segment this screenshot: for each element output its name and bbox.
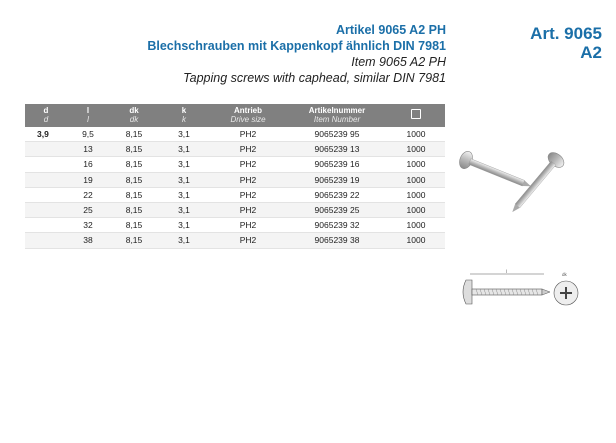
table-cell: 3,9	[25, 127, 67, 142]
table-cell: 9065239 38	[287, 233, 387, 248]
table-row	[25, 218, 445, 233]
table-cell: 22	[67, 187, 109, 202]
table-cell	[25, 218, 67, 233]
title-german-line-1: Artikel 9065 A2 PH	[335, 23, 446, 37]
table-cell: 1000	[387, 142, 445, 157]
column-header-1: l l	[67, 104, 109, 127]
table-cell: PH2	[209, 142, 287, 157]
table-cell: 19	[67, 172, 109, 187]
table-row	[25, 187, 445, 202]
technical-drawing	[458, 268, 588, 316]
table-row	[25, 172, 445, 187]
table-cell: 8,15	[109, 127, 159, 142]
table-row	[25, 157, 445, 172]
product-header	[147, 22, 446, 86]
table-cell: 1000	[387, 172, 445, 187]
table-cell: 8,15	[109, 218, 159, 233]
table-cell: 1000	[387, 218, 445, 233]
table-row	[25, 142, 445, 157]
table-cell: 38	[67, 233, 109, 248]
table-cell: 9065239 13	[287, 142, 387, 157]
table-cell: 3,1	[159, 187, 209, 202]
table-cell: 3,1	[159, 233, 209, 248]
column-header-3: k k	[159, 104, 209, 127]
title-german-line-2: Blechschrauben mit Kappenkopf ähnlich DIN 7981	[147, 39, 446, 53]
length-label: l	[506, 269, 507, 274]
table-cell: PH2	[209, 157, 287, 172]
column-header-6	[387, 104, 445, 127]
article-material: A2	[580, 43, 602, 62]
table-body	[25, 127, 445, 248]
title-english-line-1: Item 9065 A2 PH	[351, 55, 446, 69]
table-cell: 3,1	[159, 142, 209, 157]
table-cell: 3,1	[159, 218, 209, 233]
table-cell	[25, 172, 67, 187]
table-cell: 9,5	[67, 127, 109, 142]
table-cell: 8,15	[109, 202, 159, 217]
table-cell: 9065239 16	[287, 157, 387, 172]
package-icon	[411, 109, 421, 119]
screw-image-1	[458, 149, 534, 194]
table-cell: PH2	[209, 202, 287, 217]
table-row	[25, 202, 445, 217]
table-cell: 25	[67, 202, 109, 217]
table-cell: 16	[67, 157, 109, 172]
table-cell: 3,1	[159, 127, 209, 142]
article-number: Art. 9065	[530, 24, 602, 43]
table-cell: 9065239 25	[287, 202, 387, 217]
table-cell: 32	[67, 218, 109, 233]
table-cell: 1000	[387, 157, 445, 172]
table-header-row	[25, 104, 445, 127]
table-cell: 9065239 22	[287, 187, 387, 202]
table-row	[25, 233, 445, 248]
table-cell: 8,15	[109, 172, 159, 187]
table-cell: 9065239 95	[287, 127, 387, 142]
table-cell	[25, 202, 67, 217]
table-cell: 8,15	[109, 187, 159, 202]
table-cell: 1000	[387, 233, 445, 248]
table-cell: 9065239 32	[287, 218, 387, 233]
spec-table	[25, 104, 445, 249]
column-header-2: dk dk	[109, 104, 159, 127]
table-cell: 1000	[387, 127, 445, 142]
table-cell: 1000	[387, 187, 445, 202]
screw-photo	[458, 102, 608, 212]
table-cell: 8,15	[109, 157, 159, 172]
title-english-line-2: Tapping screws with caphead, similar DIN 7981	[183, 71, 446, 85]
table-cell: 1000	[387, 202, 445, 217]
column-header-4: Antrieb Drive size	[209, 104, 287, 127]
table-cell: 8,15	[109, 142, 159, 157]
dk-label: dk	[562, 272, 567, 277]
table-cell: PH2	[209, 172, 287, 187]
table-cell: 3,1	[159, 157, 209, 172]
table-cell: PH2	[209, 187, 287, 202]
table-cell: PH2	[209, 127, 287, 142]
table-cell: 8,15	[109, 233, 159, 248]
table-cell	[25, 233, 67, 248]
table-cell: PH2	[209, 218, 287, 233]
column-header-5: Artikelnummer Item Number	[287, 104, 387, 127]
article-badge	[530, 24, 602, 62]
table-cell: 13	[67, 142, 109, 157]
table-cell	[25, 142, 67, 157]
table-cell: 9065239 19	[287, 172, 387, 187]
table-row	[25, 127, 445, 142]
table-cell	[25, 157, 67, 172]
column-header-0: d d	[25, 104, 67, 127]
table-cell: 3,1	[159, 172, 209, 187]
table-cell: 3,1	[159, 202, 209, 217]
table-cell: PH2	[209, 233, 287, 248]
table-cell	[25, 187, 67, 202]
